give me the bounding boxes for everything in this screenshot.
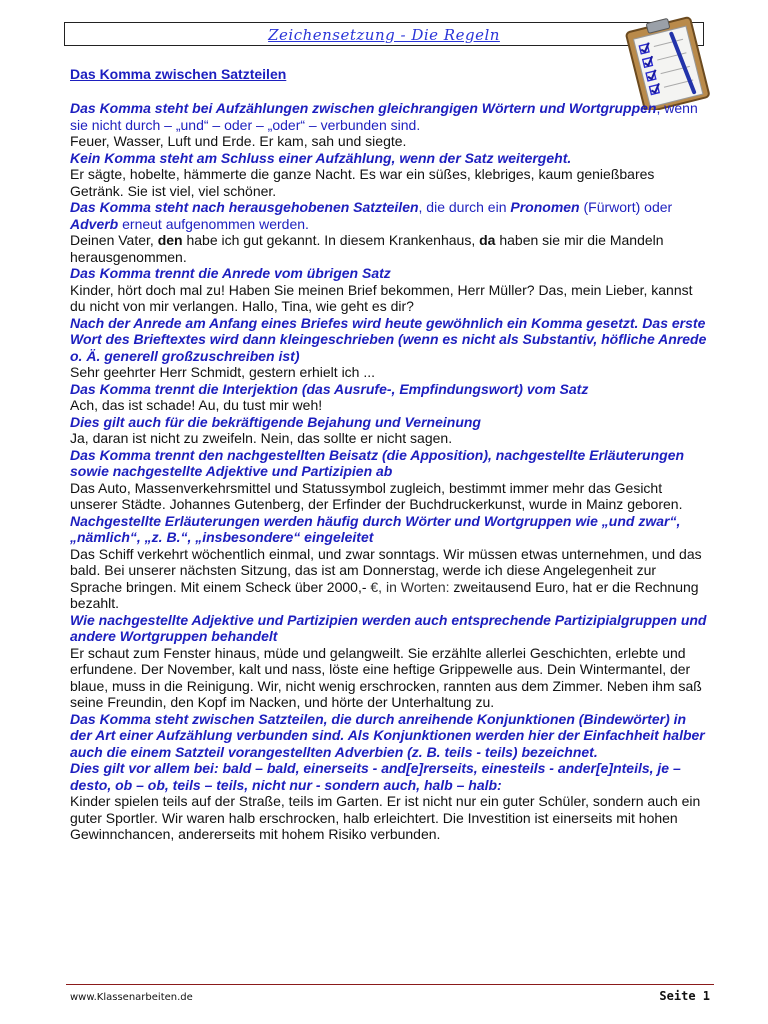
example-10: Er schaut zum Fenster hinaus, müde und gelangweilt. Sie erzählte allerlei Geschichten, erlebte und erfundene. Der November, kalt und nass, löste eine heftige Grippewelle aus. Dein Wintermantel, der blaue, muss in die Reinigung. Wir, nicht wenig erschrocken, rannten aus dem Zimmer. Neben ihm saß seine Freundin, den Kopf im Nacken, und hörte der Unterhaltung zu.	[70, 644, 702, 710]
rule-1: Das Komma steht bei Aufzählungen zwischen gleichrangigen Wörtern und Wortgruppen, wenn sie nicht durch – „und“ – oder – „oder“ – verbunden sind.	[70, 100, 698, 133]
document-body	[70, 66, 710, 843]
rule-3: Das Komma steht nach herausgehobenen Satzteilen, die durch ein Pronomen (Fürwort) oder Adverb erneut aufgenommen werden.	[70, 199, 673, 232]
section-title: Das Komma zwischen Satzteilen	[70, 66, 287, 82]
rule-10: Wie nachgestellte Adjektive und Partizipien werden auch entsprechende Partizipialgruppen und andere Wortgruppen behandelt	[70, 611, 707, 644]
example-6: Ach, das ist schade! Au, du tust mir weh!	[70, 397, 323, 413]
example-4: Kinder, hört doch mal zu! Haben Sie meinen Brief bekommen, Herr Müller? Das, mein Lieber, kannst du nicht von mir verlangen. Hallo, Tina, wie geht es dir?	[70, 281, 693, 314]
rule-4: Das Komma trennt die Anrede vom übrigen Satz	[70, 265, 391, 281]
example-7: Ja, daran ist nicht zu zweifeln. Nein, das sollte er nicht sagen.	[70, 430, 453, 446]
example-8: Das Auto, Massenverkehrsmittel und Statussymbol zugleich, bestimmt immer mehr das Gesicht unserer Städte. Johannes Gutenberg, der Erfinder der Buchdruckerkunst, wurde in Mainz geboren.	[70, 479, 683, 512]
footer-website: www.Klassenarbeiten.de	[70, 992, 193, 1003]
rule-12: Dies gilt vor allem bei: bald – bald, einerseits - and[e]rerseits, einesteils - ander[e]nteils, je – desto, ob – ob, teils – teils, nicht nur - sondern auch, halb – halb:	[70, 760, 681, 793]
rule-2: Kein Komma steht am Schluss einer Aufzählung, wenn der Satz weitergeht.	[70, 149, 572, 166]
rule-6: Das Komma trennt die Interjektion (das Ausrufe-, Empfindungswort) vom Satz	[70, 380, 589, 397]
footer-divider	[66, 984, 714, 985]
rule-5: Nach der Anrede am Anfang eines Briefes wird heute gewöhnlich ein Komma gesetzt. Das erste Wort des Brieftextes wird dann kleingeschrieben (wenn es nicht als Substantiv, höfliche Anrede o. Ä. generell großzuschreiben ist)	[70, 314, 707, 364]
example-12: Kinder spielen teils auf der Straße, teils im Garten. Er ist nicht nur ein guter Schüler, sondern auch ein guter Sportler. Wir waren halb erschrocken, halb erleichtert. Die Investition ist einerseits mit hohen Gewinnchancen, andererseits mit hohem Risiko verbunden.	[70, 793, 701, 842]
example-5: Sehr geehrter Herr Schmidt, gestern erhielt ich ...	[70, 364, 376, 380]
rule-9: Nachgestellte Erläuterungen werden häufig durch Wörter und Wortgruppen wie „und zwar“, „nämlich“, „z. B.“, „insbesondere“ eingeleitet	[70, 512, 681, 545]
example-2: Er sägte, hobelte, hämmerte die ganze Nacht. Es war ein süßes, klebriges, kaum genießbares Getränk. Sie ist viel, viel schöner.	[70, 166, 655, 199]
example-9: Das Schiff verkehrt wöchentlich einmal, und zwar sonntags. Wir müssen etwas unternehmen, und das bald. Bei unserer nächsten Sitzung, das ist am Donnerstag, werde ich diese Angelegenheit zur Sprache bringen. Mit einem Scheck über 2000,- €, in Worten: zweitausend Euro, hat er die Rechnung bezahlt.	[70, 545, 702, 611]
rule-7: Dies gilt auch für die bekräftigende Bejahung und Verneinung	[70, 413, 481, 430]
rule-11: Das Komma steht zwischen Satzteilen, die durch anreihende Konjunktionen (Bindewörter) in der Art einer Aufzählung verbunden sind. Als Konjunktionen werden hier der Einfachheit halber auch die einem Satzteil vorangestellten Adverbien (z. B. teils - teils) bezeichnet.	[70, 710, 705, 760]
page-title: Zeichensetzung - Die Regeln	[64, 22, 704, 46]
example-1: Feuer, Wasser, Luft und Erde. Er kam, sah und siegte.	[70, 133, 407, 149]
page-number: Seite 1	[659, 989, 710, 1003]
example-3: Deinen Vater, den habe ich gut gekannt. In diesem Krankenhaus, da haben sie mir die Mandeln herausgenommen.	[70, 232, 664, 265]
rule-8: Das Komma trennt den nachgestellten Beisatz (die Apposition), nachgestellte Erläuterungen sowie nachgestellte Adjektive und Partizipien ab	[70, 446, 685, 479]
